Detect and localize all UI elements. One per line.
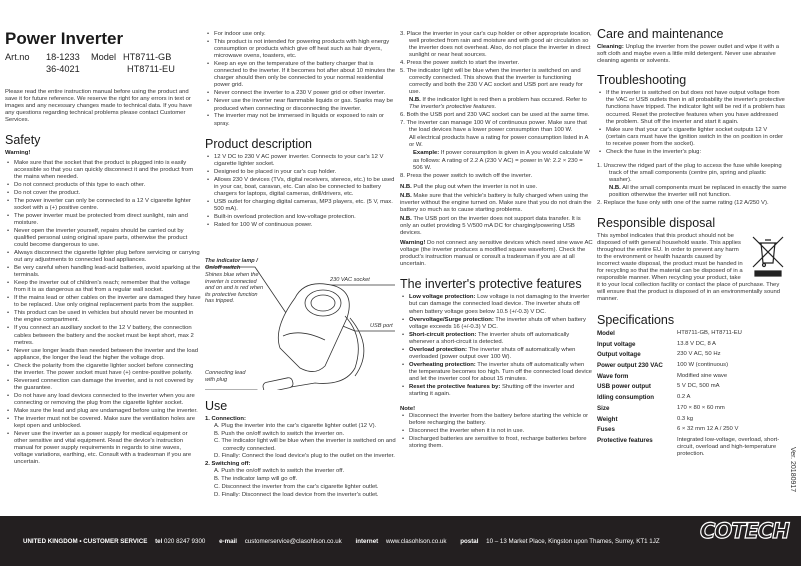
nb-label: N.B. [400, 192, 412, 199]
spec-value: 5 V DC, 500 mA [677, 383, 720, 390]
list-item: • The power inverter must be protected from direct sunlight, rain and moisture. [5, 213, 201, 227]
warning-label: Warning! [5, 150, 31, 157]
model-2: HT8711-EU [127, 64, 175, 74]
nb-red-light [400, 97, 593, 111]
protective-features-heading: The inverter's protective features [400, 277, 582, 292]
footer-contact [23, 538, 672, 545]
list-item: • If you connect an auxiliary socket to the 12 V battery, the connection cables between the battery and the socket must be kept short, max 2 metres. [5, 325, 201, 346]
step-8: 8. Press the power switch to switch off the inverter. [400, 173, 533, 180]
care-heading: Care and maintenance [597, 27, 724, 41]
spec-key: Fuses [597, 426, 615, 434]
page-title: Power Inverter [5, 29, 124, 48]
nb-text: Pull the plug out when the inverter is not in use. [411, 184, 538, 191]
fuse-step-2: 2. Replace the fuse only with one of the same rating (12 A/250 V). [597, 200, 769, 207]
intro-text: Please read the entire instruction manual before using the product and save it for future reference. We reserve the right for any errors in text or images and any necessary changes made to technical data. If you have any questions regarding technical problems please contact Customer Services. [5, 89, 192, 124]
list-item: • Never use longer leads than needed between the inverter and the load appliance, the longer the lead the higher the voltage drop. [5, 348, 201, 362]
connecting-lead-label: Connecting lead with plug [205, 370, 246, 383]
list-item: • Keep the inverter out of children's reach; remember that the voltage from it is as dangerous as that from a regular wall socket. [5, 280, 201, 294]
list-item: • Never connect the inverter to a 230 V power grid or other inverter. [205, 90, 397, 97]
list-item: • Designed to be placed in your car's cup holder. [205, 169, 397, 176]
spec-value: Integrated low-voltage, overload, short-circuit, overload and high-temperature protection. [677, 436, 780, 458]
spec-row [597, 383, 787, 390]
list-item: • Built-in overload protection and low-voltage protection. [205, 214, 397, 221]
item-label: Overvoltage/Surge protection: [409, 316, 494, 323]
spec-value: HT8711-GB, HT8711-EU [677, 330, 742, 336]
tel-label: tel [155, 538, 163, 545]
disposal-heading: Responsible disposal [597, 215, 716, 230]
list-item: • Keep an eye on the temperature of the battery charger that is connected to the inverter. If it becomes hot after about 10 minutes the charger should then only be connected to your normal residential power grid. [205, 61, 397, 89]
list-item [400, 362, 593, 383]
list-item: • The inverter may not be immersed in liquids or exposed to rain or spray. [205, 113, 397, 127]
example-label: Example: [413, 150, 440, 157]
socket-label: 230 VAC socket [330, 277, 370, 283]
step-item: B. Push the on/off switch to switch the inverter on. [214, 430, 345, 437]
list-item: • Allows 230 V devices (TVs, digital receivers, stereos, etc.) to be used in your car, boat, caravan, etc. Can also be connected to battery chargers for laptops, digital cameras, drill/drivers, etc. [205, 177, 397, 198]
nb-label: N.B. [409, 96, 421, 103]
safety-heading: Safety [5, 133, 41, 148]
spec-key: Protective features [597, 436, 653, 444]
item-label: Reset the protective features by: [409, 383, 501, 390]
list-item: • Check the fuse in the inverter's plug: [597, 149, 787, 156]
web-label: internet [355, 538, 379, 545]
item-label: Short-circuit protection: [409, 331, 477, 338]
nb-usb [400, 216, 593, 237]
protective-features-list [400, 294, 593, 398]
list-item: • Make sure that the socket that the product is plugged into is easily accessible so that you can quickly disconnect it and the product from the mains when needed. [5, 160, 201, 181]
spec-key: Power output 230 VAC [597, 362, 663, 370]
list-item: • Check the polarity from the cigarette lighter socket before connecting the inverter. The power socket must have (+) centre-positive polarity. [5, 363, 201, 377]
connection-label: 1. Connection: [205, 416, 246, 422]
product-diagram [205, 258, 395, 388]
spec-row [597, 426, 787, 433]
spec-key: Output voltage [597, 351, 641, 359]
art-number-1: 18-1233 [46, 52, 80, 62]
warning-text: Do not connect any sensitive devices which need sine wave AC voltage (the inverter produces a modified square waveform). Check the product's instruction manual or consult a tradesman if you are at all uncertain. [400, 240, 593, 268]
footer [0, 516, 801, 566]
step-item: C. The indicator light will be blue when the inverter is switched on and correctly connected. [214, 438, 396, 452]
warning-sine [400, 240, 593, 268]
step-item: D. Finally: Connect the load device's plug to the outlet on the inverter. [214, 453, 395, 460]
spec-row [597, 405, 787, 412]
list-item: • Reversed connection can damage the inverter, and is not covered by the guarantee. [5, 378, 201, 392]
list-item: • Discharged batteries are sensitive to frost, recharge batteries before storing them. [400, 436, 593, 450]
list-item: • The inverter must not be covered. Make sure the ventilation holes are kept open and unblocked. [5, 416, 201, 430]
use-section [205, 393, 397, 499]
spec-value: 13.8 V DC, 8 A [677, 340, 716, 347]
use-heading: Use [205, 399, 228, 413]
safety-list-continued [205, 31, 397, 128]
list-item: • Disconnect the inverter from the battery before starting the vehicle or before recharging the battery. [400, 413, 593, 427]
nb-label: N.B. [400, 184, 412, 191]
list-item: • USB outlet for charging digital cameras, MP3 players, etc. (5 V, max. 500 mA). [205, 199, 397, 213]
list-item: • Never use the inverter near flammable liquids or gas. Sparks may be produced when connecting or disconnecting the inverter. [205, 98, 397, 112]
spec-value: Modified sine wave [677, 372, 728, 379]
column-3 [400, 31, 593, 451]
spec-key: Wave form [597, 372, 629, 380]
nb-pull-plug [400, 184, 593, 191]
list-item: • Do not cover the product. [5, 190, 201, 197]
email-label: e-mail [219, 538, 237, 545]
inverter-illustration [205, 258, 395, 390]
spec-value: 100 W (continuous) [677, 362, 729, 369]
troubleshooting-list [597, 90, 787, 156]
step-item: A. Push the on/off switch to switch the inverter off. [214, 468, 345, 475]
list-item: • Do not have any load devices connected to the inverter when you are connecting or removing the plug from the cigarette lighter socket. [5, 393, 201, 407]
list-item [400, 332, 593, 346]
nb-label: N.B. [400, 215, 412, 222]
example-text [400, 150, 593, 171]
switching-off-label: 2. Switching off: [205, 461, 251, 468]
spec-key: Input voltage [597, 340, 636, 348]
list-item [400, 294, 593, 315]
spec-row [597, 330, 787, 337]
specifications-heading: Specifications [597, 313, 675, 327]
spec-row [597, 362, 787, 369]
footer-country: UNITED KINGDOM • CUSTOMER SERVICE [23, 538, 148, 545]
version-label: Ver. 20180917 [789, 447, 796, 493]
use-steps-2 [400, 112, 593, 134]
indicator-lamp-title: The indicator lamp / On/off switch [205, 258, 258, 271]
footer-tel: 020 8247 9300 [164, 538, 206, 545]
step-item: C. Disconnect the inverter from the car's cigarette lighter outlet. [214, 483, 379, 490]
item-label: Overheating protection: [409, 361, 476, 368]
item-text: The inverter shuts off automatically when the temperature becomes too high. Turn off the connected load device and let the inverter cool for about 15 minutes. [409, 361, 592, 382]
list-item: • Make sure that your car's cigarette lighter socket outputs 12 V (certain cars must have the ignition switch in the on position in order to receive power from the socket). [597, 127, 787, 148]
list-item [400, 347, 593, 361]
nb-text: If the indicator light is red then a problem has occured. Refer to [420, 96, 587, 103]
list-item: • 12 V DC to 230 V AC power inverter. Connects to your car's 12 V cigarette lighter socket. [205, 154, 397, 168]
spec-key: Model [597, 330, 615, 337]
spec-value: 6 × 32 mm 12 A / 250 V [677, 426, 739, 433]
list-item: • The power inverter can only be connected to a 12 V cigarette lighter socket with a (+) positive centre. [5, 198, 201, 212]
art-label: Art.no [5, 52, 30, 62]
product-description-list [205, 154, 397, 229]
list-item: • This product can be used in vehicles but should never be mounted in the engine compartment. [5, 310, 201, 324]
note-list [400, 413, 593, 450]
list-item: • Always disconnect the cigarette lighter plug before servicing or carrying out any adjustments to connected load appliances. [5, 250, 201, 264]
item-text: Low voltage is not damaging to the inverter but can damage the connected load device. The inverter shuts off when battery voltage goes below 10.5 (+/-0.3) V DC. [409, 294, 590, 315]
use-steps [400, 31, 593, 96]
usb-port-label: USB port [370, 323, 393, 329]
list-item: • Rated for 100 W of continuous power. [205, 222, 397, 229]
list-item: • This product is not intended for powering products with high energy consumption or products which give off heat such as hair dryers, microwave ovens, toasters, etc. [205, 39, 397, 60]
nb-text: The USB port on the inverter does not support data transfer. It is only an outlet providing 5 V/500 mA DC for charging/powering USB devices. [400, 215, 581, 236]
disposal-block [597, 233, 787, 305]
step-item: B. The indicator lamp will go off. [214, 476, 298, 483]
cleaning-label: Cleaning: [597, 44, 624, 50]
spec-row [597, 341, 787, 348]
spec-value: 0.2 A [677, 394, 691, 401]
nb-text: Make sure that the vehicle's battery is fully charged when using the inverter without the engine turned on. Make sure that you do not drain the battery so much as to cause starting problems. [400, 192, 592, 214]
weee-bin-icon [751, 235, 785, 277]
spec-row [597, 437, 787, 458]
list-item [400, 384, 593, 398]
list-item: • Never open the inverter yourself, repairs should be carried out by qualified personal using original spare parts, otherwise the product could become dangerous to use. [5, 228, 201, 249]
footer-address: 10 – 13 Market Place, Kingston upon Thames, Surrey, KT1 1JZ [486, 538, 660, 545]
troubleshooting-heading: Troubleshooting [597, 73, 687, 88]
cleaning-body: Unplug the inverter from the power outlet and wipe it with a soft cloth and maybe even a little mild detergent. Never use abrasive cleaning agents or solvents. [597, 44, 780, 65]
safety-list [5, 160, 201, 467]
nb-battery [400, 193, 593, 214]
cotech-logo: COTECH [700, 519, 789, 543]
nb-text: All the small components must be replaced in exactly the same position otherwise the inverter will not function. [609, 184, 787, 198]
fuse-step-1: 1. Unscrew the ridged part of the plug to access the fuse while keeping track of the small components (centre pin, spring and plastic washer). [597, 162, 782, 184]
list-item: • Make sure the lead and plug are undamaged before using the inverter. [5, 408, 201, 415]
step-item: 7. The inverter can manage 100 W of continuous power. Make sure that the load devices have a lower power consumption than 100 W. [400, 120, 587, 134]
list-item: • If the mains lead or other cables on the inverter are damaged they have to be replaced. Use only original replacement parts from the supplier. [5, 295, 201, 309]
step-item: D. Finally: Disconnect the load device from the inverter's outlet. [214, 491, 379, 498]
note-label: Note! [400, 406, 416, 413]
connection-steps [205, 423, 397, 460]
example-body: If power consumption is given in A you would calculate W as follows: A rating of 2.2 A (230 V AC) = power in W: 2.2 × 230 = 506 W. [413, 150, 590, 171]
switching-off-steps [205, 468, 397, 498]
spec-key: Size [597, 404, 610, 412]
list-item: • Do not connect products of this type to each other. [5, 182, 201, 189]
product-description-heading: Product description [205, 136, 313, 151]
spec-row [597, 394, 787, 401]
step-item: A. Plug the inverter into the car's cigarette lighter outlet (12 V). [214, 423, 377, 430]
postal-label: postal [460, 538, 479, 545]
spec-row [597, 416, 787, 423]
column-2 [205, 31, 397, 230]
art-number-2: 36-4021 [46, 64, 80, 74]
list-item: • For indoor use only. [205, 31, 397, 38]
spec-row [597, 351, 787, 358]
item-label: Overload protection: [409, 346, 467, 353]
list-item [400, 317, 593, 331]
article-info [5, 51, 201, 75]
model-1: HT8711-GB [123, 52, 172, 62]
item-text: Shutting off the inverter and starting it again. [409, 383, 575, 398]
list-item: • Disconnect the inverter when it is not in use. [400, 428, 593, 435]
spec-row [597, 373, 787, 380]
warning-label: Warning! [400, 240, 426, 246]
footer-email[interactable]: customerservice@clasohlson.co.uk [244, 538, 342, 545]
nb-label: N.B. [609, 184, 621, 191]
spec-key: Idling consumption [597, 394, 655, 402]
column-4 [597, 27, 787, 462]
indicator-lamp-text: Shines blue when the inverter is connected and on and is red when its protective function has tripped. [205, 272, 264, 305]
list-item: • Be very careful when handling lead-acid batteries, avoid sparking at the terminals. [5, 265, 201, 279]
column-1 [5, 30, 201, 467]
list-item: • If the inverter is switched on but does not have output voltage from the VAC or USB outlets then in all probability the inverter's protective functions have tripped. The indicator light will be red if a problem has occurred. Reset the protective features when you have addressed the problem. Shut off the inverter and start it again. [597, 90, 787, 125]
item-text: The inverter shuts off automatically whenever a short-circuit is detected. [409, 331, 570, 345]
spec-value: 230 V AC, 50 Hz [677, 351, 721, 358]
disposal-text: This symbol indicates that this product should not be disposed of with general household waste. This applies throughout the entire EU. In order to prevent any harm to the environment or health hazards caused by incorrect waste disposal, the product must be handed in for recycling so that the material can be disposed of in a responsible manner. When recycling your product, take it to your local collection facility or contact the place of purchase. They will ensure that the product is disposed of in an environmentally sound manner. [597, 232, 781, 303]
spec-value: 170 × 80 × 60 mm [677, 404, 725, 411]
cleaning-text [597, 44, 787, 65]
item-text: The inverter shuts off automatically when overloaded (power output over 100 W). [409, 346, 576, 360]
step-item: 3. Place the inverter in your car's cup holder or other appropriate location, well protected from rain and moisture and with good air circulation so the inverter does not overheat. Also, do not place the inverter in direct sunlight or near heat sources. [400, 31, 592, 59]
spec-key: Weight [597, 415, 618, 423]
model-label: Model [91, 52, 117, 62]
list-item: • Never use the inverter as a power supply for medical equipment or other sensitive and vital equipment. Read the device's instruction manual for power supply requirements in regards to sine waves, voltage variations, earthing, etc. Consult with a tradesman if you are uncertain. [5, 431, 201, 466]
fuse-nb [597, 185, 787, 199]
item-label: Low voltage protection: [409, 294, 476, 301]
spec-key: USB power output [597, 383, 651, 391]
specifications-table [597, 330, 787, 458]
step-item: 6. Both the USB port and 230 VAC socket can be used at the same time. [400, 112, 590, 119]
footer-website[interactable]: www.clasohlson.co.uk [385, 538, 447, 545]
spec-value: 0.3 kg [677, 415, 694, 422]
item-text: The inverter shuts off when battery voltage exceeds 16 (+/-0.3) V DC. [409, 316, 586, 330]
step-item: 4. Press the power switch to start the inverter. [400, 59, 520, 66]
step-item: 5. The indicator light will be blue when the inverter is switched on and correctly connected. This shows that the inverter is functioning correctly and both the 230 V AC socket and USB port are ready for use. [400, 67, 583, 95]
nb-reference: The inverter's protective features. [409, 103, 497, 110]
rating-text: All electrical products have a rating for power consumption listed in A or W. [409, 134, 589, 148]
